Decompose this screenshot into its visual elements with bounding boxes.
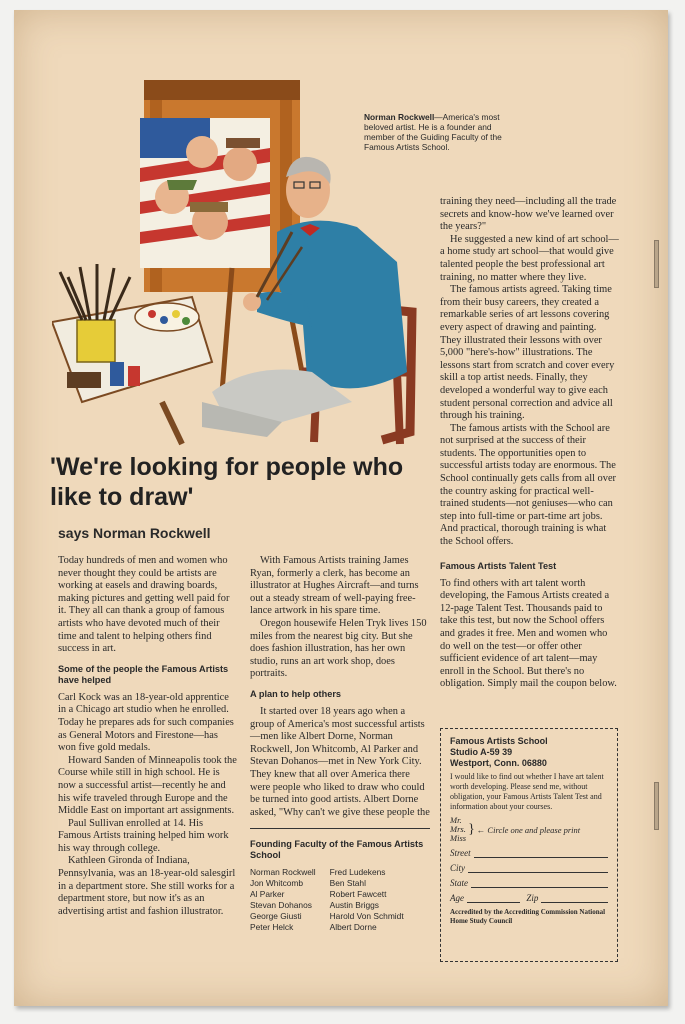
faculty-name: Norman Rockwell (250, 867, 316, 878)
subhead-plan: A plan to help others (250, 688, 342, 699)
faculty-row (250, 867, 418, 878)
paragraph-helen-tryk: Oregon housewife Helen Tryk lives 150 miles from the nearest big city. But she does fashion illustration, has her own studio, runs an art work shop, does portraits. (250, 617, 427, 680)
faculty-name: Robert Fawcett (329, 889, 387, 900)
state-label: State (450, 878, 468, 888)
byline: says Norman Rockwell (58, 525, 211, 541)
faculty-name: Peter Helck (250, 922, 294, 933)
staple-bottom (654, 782, 659, 830)
faculty-row (250, 911, 418, 922)
faculty-name: Austin Briggs (329, 900, 379, 911)
faculty-name: Stevan Dohanos (250, 900, 312, 911)
accreditation: Accredited by the Accrediting Commission National Home Study Council (450, 908, 606, 925)
paragraph-origin: It started over 18 years ago when a group of America's most successful artists—men like Albert Dorne, Norman Rockwell, Jon Whitcomb, Al Parker and Stevan Dohanos—met in New York City. They knew that all over America there were people who liked to draw who could be turned into good artists. Albert Dorne asked, "Why can't we give these people the (250, 705, 430, 818)
city-label: City (450, 863, 465, 873)
coupon-request-text: I would like to find out whether I have art talent worth developing. Please send me, without obligation, your Famous Artists Talent Test and information about your courses. (450, 772, 604, 811)
faculty-name: George Giusti (250, 911, 302, 922)
faculty-name: Al Parker (250, 889, 285, 900)
age-zip-row[interactable] (450, 893, 608, 903)
coupon-address: Westport, Conn. 06880 (450, 758, 547, 768)
paragraph-training: training they need—including all the trade secrets and know-how we've learned over the years?" (440, 196, 617, 233)
paragraph-paul-sullivan: Paul Sullivan enrolled at 14. His Famous Artists training helped him work his way through college. (58, 817, 229, 854)
faculty-name: Jon Whitcomb (250, 878, 304, 889)
paragraph-opportunities: The famous artists with the School are not surprised at the success of their students. The opportunities open to successful artists today are enormous. The School continually gets calls from all over the country asking for practical well-trained students—not geniuses—who can step into full-time or part-time art jobs. And practical, thorough training is what the School offers. (440, 422, 617, 548)
faculty-row (250, 878, 418, 889)
paragraph-james-ryan: With Famous Artists training James Ryan, formerly a clerk, has become an illustrator at Hughes Aircraft—and turns out a steady stream of well-paying free-lance artwork in his spare time. (250, 555, 419, 617)
intro-paragraph: Today hundreds of men and women who never thought they could be artists are working at easels and drawing boards, making pictures and getting well paid for it. They all can thank a group of famous artists who have devoted much of their time and talent to helping others find success in art. (58, 555, 230, 655)
caption-text: —America's most beloved artist. He is a founder and member of the Guiding Faculty of the Famous Artists School. (364, 112, 502, 152)
faculty-table (250, 867, 418, 933)
street-label: Street (450, 848, 471, 858)
city-line[interactable] (468, 863, 608, 873)
illustration-caption (364, 112, 524, 152)
paragraph-lessons: The famous artists agreed. Taking time from their busy careers, they created a remarkable series of art lessons covering every aspect of drawing and painting. They illustrated their lessons with over 5,000 "here's-how" illustrations. The lessons start from scratch and cover every skill a top artist needs. Finally, they developed a wonderful way to give each student personal correction and advice all through his training. (440, 284, 615, 422)
faculty-name: Ben Stahl (329, 878, 366, 889)
paragraph-talent-test: To find others with art talent worth developing, the Famous Artists created a 12-page Talent Test. Thousands paid to take this test, but now the School offers and grades it free. Men and women who do well on the test—or offer other sufficient evidence of art talent—may enroll in the School. But there's no obligation. Simply mail the coupon below. (440, 577, 617, 690)
column-2 (250, 555, 430, 933)
age-line[interactable] (467, 893, 520, 903)
title-miss[interactable]: Miss (450, 833, 467, 843)
headline: 'We're looking for people who like to draw' (50, 453, 404, 511)
faculty-row (250, 922, 418, 933)
caption-name: Norman Rockwell (364, 112, 435, 122)
paragraph-kathleen-gironda: Kathleen Gironda of Indiana, Pennsylvania, was an 18-year-old salesgirl in a department store. She still works for a department store, but now it's as an advertising artist and fashion illustrator. (58, 855, 236, 917)
age-label: Age (450, 893, 464, 903)
faculty-name: Fred Ludekens (329, 867, 386, 878)
divider (250, 828, 430, 829)
faculty-name: Albert Dorne (329, 922, 377, 933)
street-row[interactable] (450, 848, 608, 858)
column-3 (440, 196, 620, 691)
faculty-row (250, 889, 418, 900)
coupon-school-name: Famous Artists School (450, 736, 548, 746)
title-mr[interactable]: Mr. (450, 815, 462, 825)
paragraph-carl-kock: Carl Kock was an 18-year-old apprentice in a Chicago art studio when he enrolled. Today he prepares ads for such companies as General Motors and Firestone—has won five gold medals. (58, 691, 234, 754)
title-mrs[interactable]: Mrs. (450, 824, 466, 834)
faculty-row (250, 900, 418, 911)
state-line[interactable] (471, 878, 608, 888)
zip-line[interactable] (541, 893, 608, 903)
staple-top (654, 240, 659, 288)
city-row[interactable] (450, 863, 608, 873)
faculty-name: Harold Von Schmidt (329, 911, 404, 922)
column-1 (58, 555, 238, 918)
coupon-title-options[interactable]: Mr. Mrs. Miss } ← Circle one and please print (450, 815, 581, 843)
zip-label: Zip (526, 893, 539, 903)
subhead-helped: Some of the people the Famous Artists have helped (58, 663, 229, 685)
subhead-talent-test: Famous Artists Talent Test (440, 560, 557, 571)
magazine-back-cover (14, 10, 668, 1006)
coupon[interactable] (440, 728, 618, 962)
circle-note: ← Circle one and please print (476, 824, 581, 835)
coupon-studio: Studio A-59 39 (450, 747, 513, 757)
paragraph-home-study: He suggested a new kind of art school—a home study art school—that would give talented people the best professional art training, no matter where they live. (440, 233, 619, 283)
paragraph-howard-sanden: Howard Sanden of Minneapolis took the Course while still in high school. He is now a successful artist—recently he and his wife traveled through Europe and the Middle East on important art assignments. (58, 754, 237, 817)
state-row[interactable] (450, 878, 608, 888)
faculty-title: Founding Faculty of the Famous Artists School (250, 839, 424, 861)
street-line[interactable] (474, 848, 608, 858)
